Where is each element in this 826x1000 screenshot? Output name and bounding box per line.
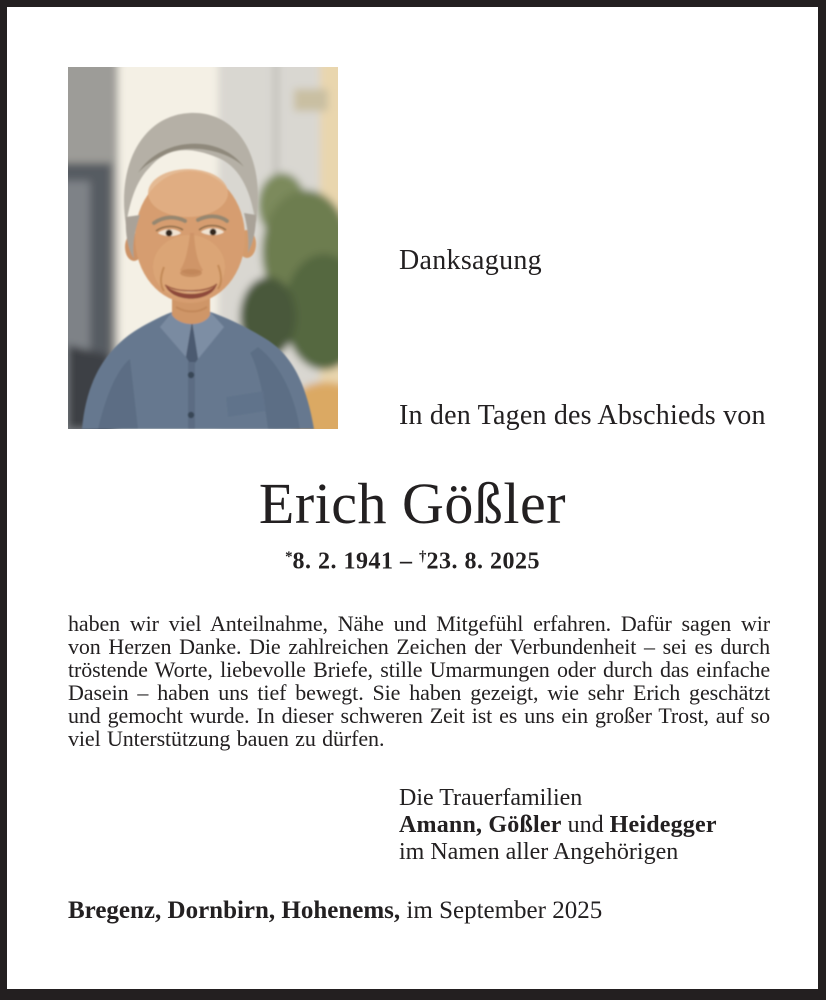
- death-date: 23. 8. 2025: [426, 548, 540, 575]
- family-names-line: [399, 812, 717, 839]
- signature-intro: Die Trauerfamilien: [399, 785, 583, 811]
- birth-star-symbol: *: [285, 549, 293, 565]
- notice-type-heading: Danksagung: [399, 245, 542, 276]
- life-dates: [7, 544, 818, 574]
- thanks-paragraph: haben wir viel Anteilnahme, Nähe und Mitgefühl erfahren. Dafür sagen wir von Herzen Danke. Die zahlreichen Zeichen der Verbundenheit – sei es durch tröstende Worte, liebevolle Briefe, stille Umarmungen oder durch das einfache Dasein – haben uns tief bewegt. Sie haben gezeigt, wie sehr Erich geschätzt und gemocht wurde. In dieser schweren Zeit ist es uns ein großer Trost, auf so viel Unterstützung bauen zu dürfen.: [68, 611, 770, 751]
- portrait-illustration: [68, 67, 338, 429]
- death-cross-symbol: †: [419, 549, 427, 565]
- family-names-2: Heidegger: [609, 812, 717, 838]
- family-names-1: Amann, Gößler: [399, 812, 562, 838]
- dates-separator: –: [400, 548, 413, 575]
- signature-block: [399, 785, 717, 866]
- birth-date: 8. 2. 1941: [292, 548, 394, 575]
- cities-text: Bregenz, Dornbirn, Hohenems,: [68, 897, 401, 924]
- family-conjunction: und: [567, 812, 604, 838]
- deceased-name: Erich Gößler: [258, 471, 567, 536]
- place-date-line: [68, 897, 602, 924]
- portrait-photo: [68, 67, 338, 429]
- signature-closing: im Namen aller Angehörigen: [399, 839, 679, 865]
- intro-line: In den Tagen des Abschieds von: [399, 400, 766, 431]
- month-year-text: im September 2025: [406, 897, 603, 924]
